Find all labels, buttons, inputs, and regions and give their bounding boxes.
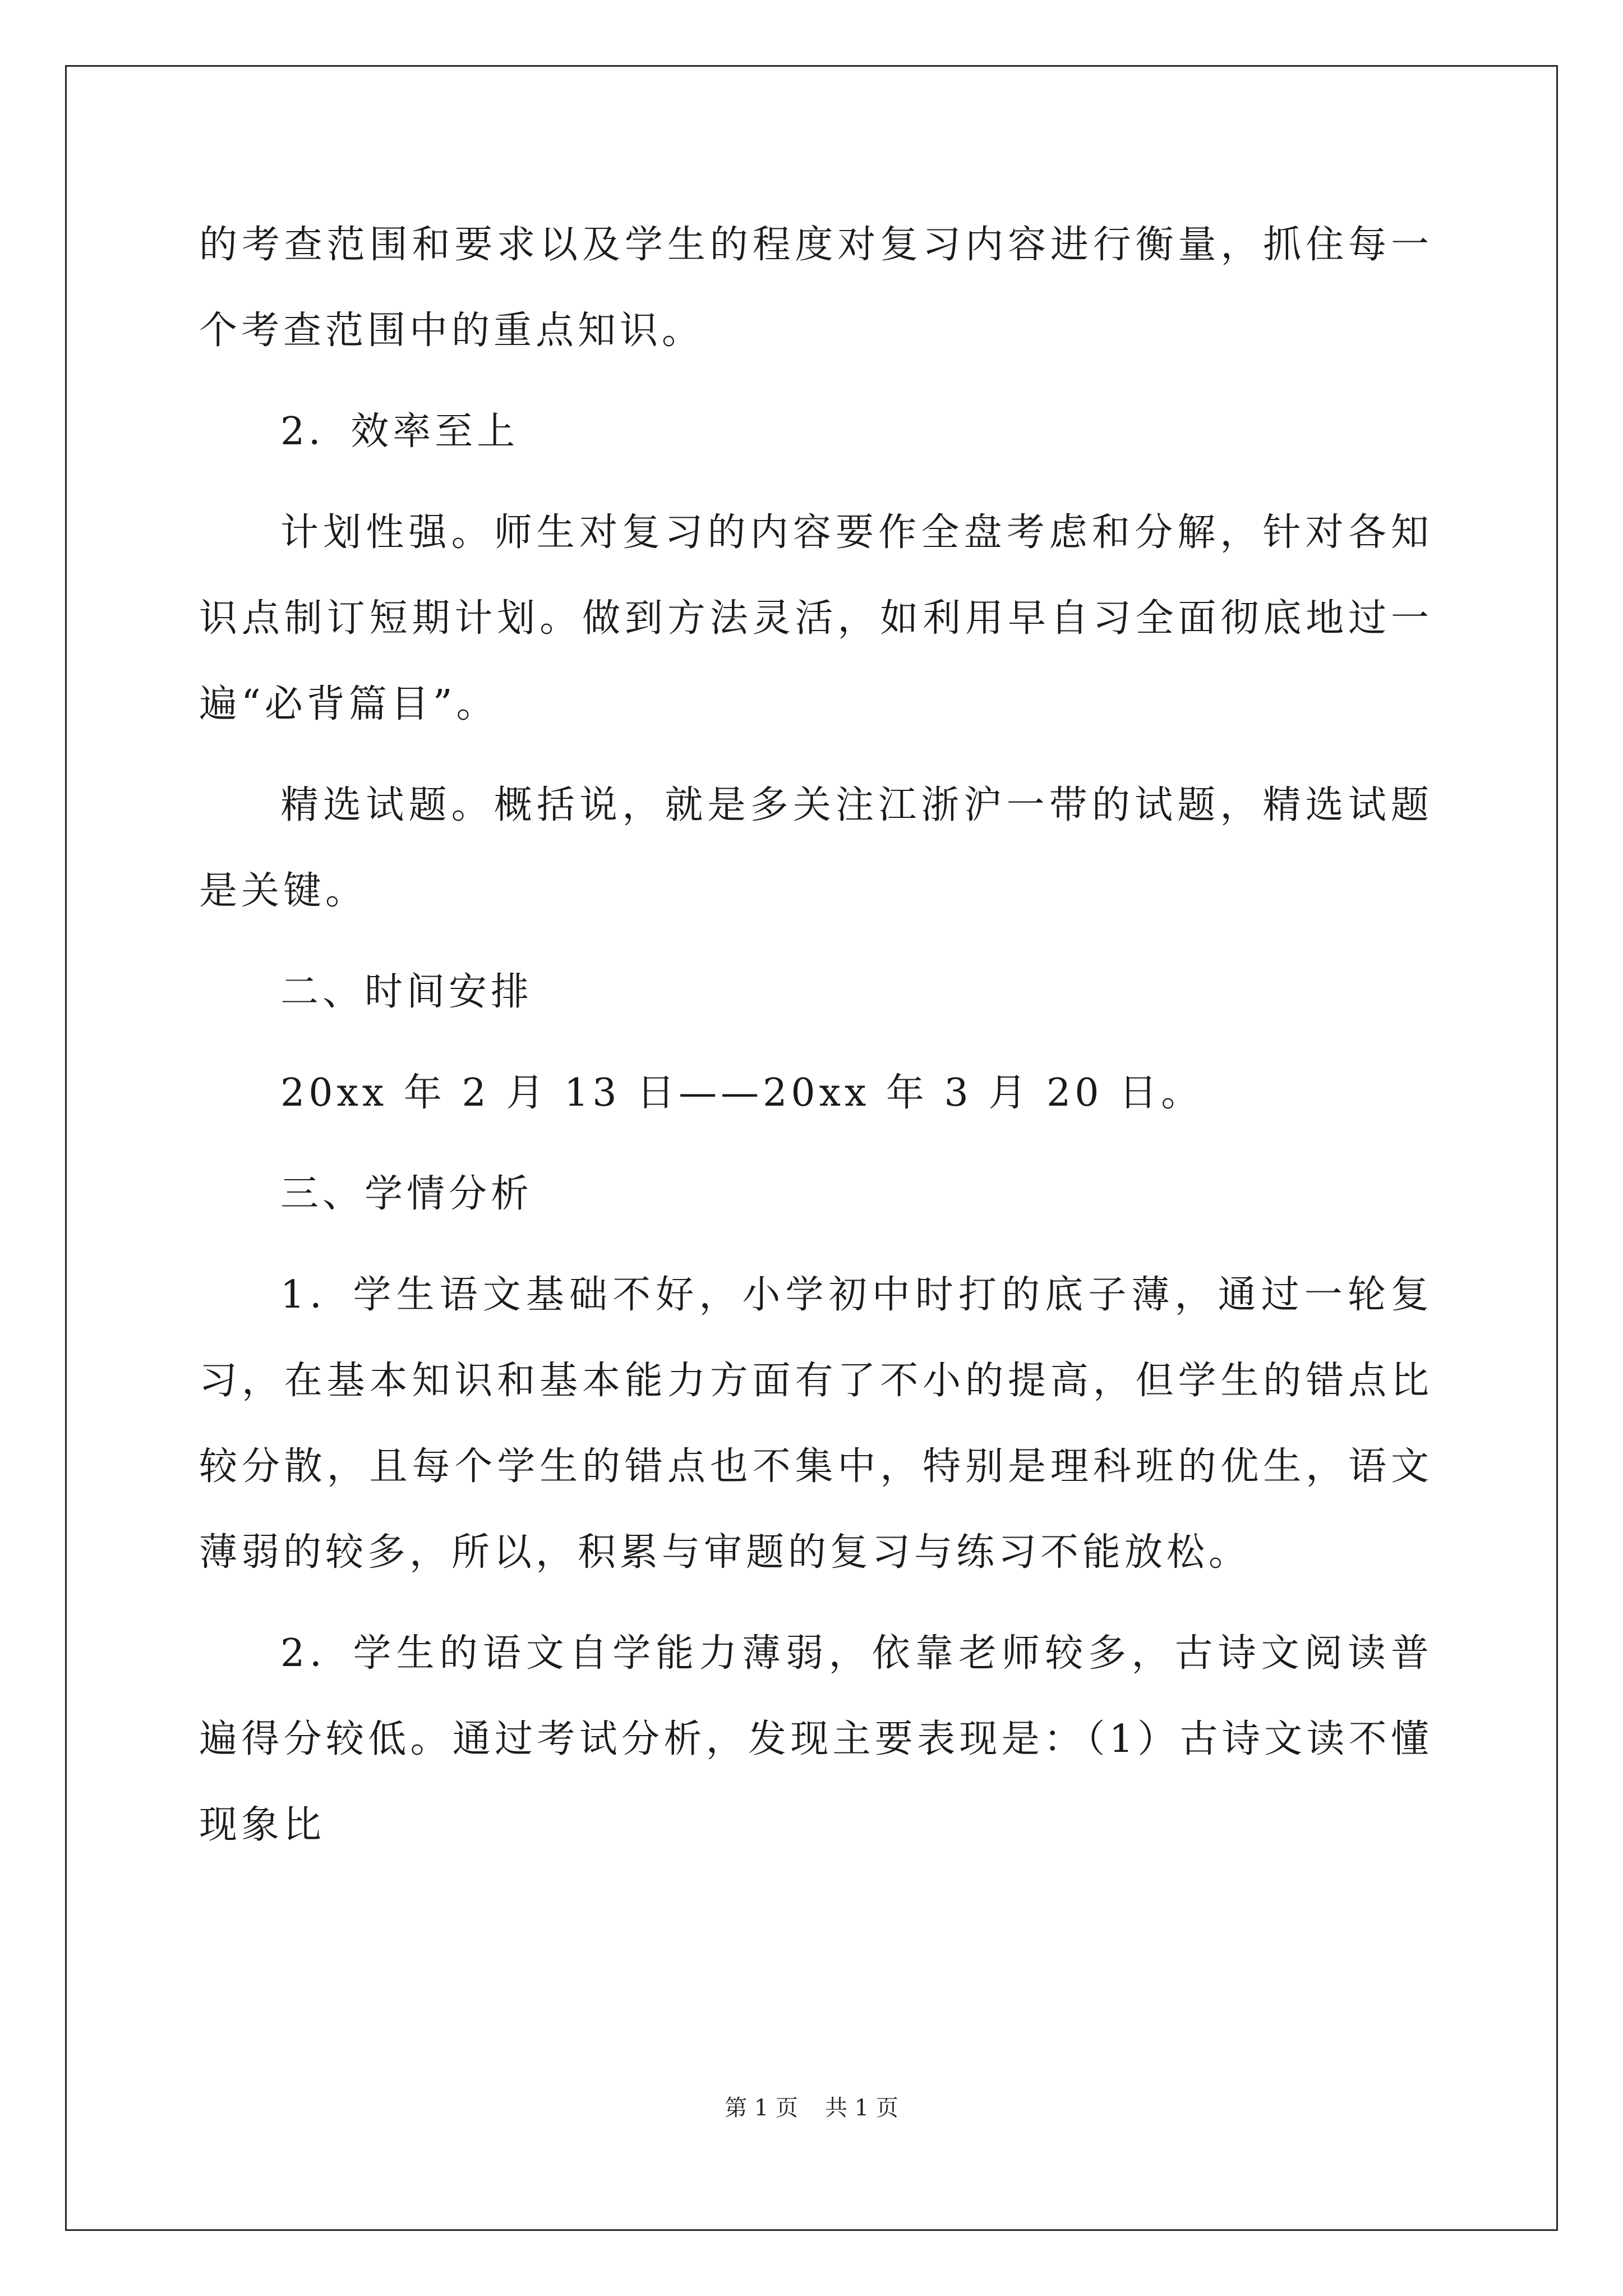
paragraph-analysis-2: 2．学生的语文自学能力薄弱，依靠老师较多，古诗文阅读普遍得分较低。通过考试分析，发现主要表现是：（1）古诗文读不懂现象比: [199, 1631, 1433, 1847]
section-heading-schedule: 二、时间安排: [280, 970, 533, 1014]
paragraph-planning: 计划性强。师生对复习的内容要作全盘考虑和分解，针对各知识点制订短期计划。做到方法灵活，如利用早自习全面彻底地过一遍“必背篇目”。: [199, 510, 1433, 726]
page-footer: [0, 2091, 1623, 2125]
paragraph-date-range: 20xx 年 2 月 13 日——20xx 年 3 月 20 日。: [280, 1071, 1204, 1115]
section-heading-analysis: 三、学情分析: [280, 1172, 533, 1216]
paragraph-test-selection: 精选试题。概括说，就是多关注江浙沪一带的试题，精选试题是关键。: [199, 783, 1433, 913]
page-number: 第 1 页: [725, 2095, 798, 2121]
document-body: [199, 202, 1433, 1883]
paragraph-analysis-1: 1．学生语文基础不好，小学初中时打的底子薄，通过一轮复习，在基本知识和基本能力方面有了不小的提高，但学生的错点比较分散，且每个学生的错点也不集中，特别是理科班的优生，语文薄弱的较多，所以，积累与审题的复习与练习不能放松。: [199, 1273, 1433, 1575]
paragraph-heading-efficiency: 2．效率至上: [280, 409, 519, 454]
page-total: 共 1 页: [825, 2095, 898, 2121]
paragraph-continuation: 的考查范围和要求以及学生的程度对复习内容进行衡量，抓住每一个考查范围中的重点知识。: [199, 223, 1433, 353]
